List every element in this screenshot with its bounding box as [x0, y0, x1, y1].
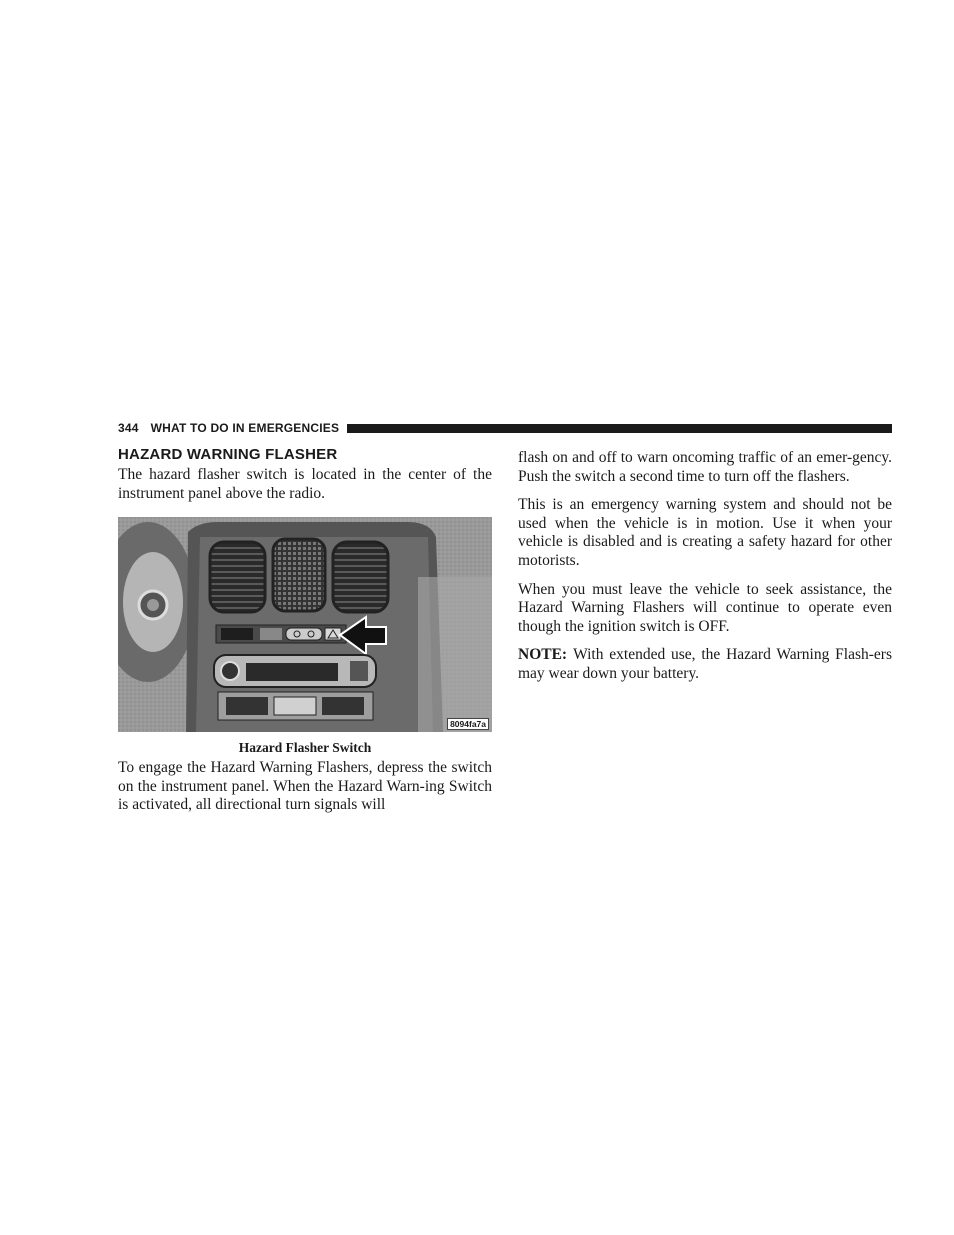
note-label: NOTE:: [518, 646, 568, 664]
note-text: With extended use, the Hazard Warning Flash-ers may wear down your battery.: [518, 646, 892, 682]
figure-code: 8094fa7a: [447, 718, 489, 730]
dashboard-illustration: [118, 517, 492, 732]
flash-paragraph: flash on and off to warn oncoming traffic of an emer-gency. Push the switch a second time to turn off the flashers.: [518, 449, 892, 485]
figure-caption: Hazard Flasher Switch: [238, 740, 372, 756]
header-rule: [347, 424, 892, 433]
intro-paragraph: The hazard flasher switch is located in the center of the instrument panel above the radio.: [118, 466, 492, 502]
engage-paragraph: To engage the Hazard Warning Flashers, depress the switch on the instrument panel. When the Hazard Warn-ing Switch is activated, all directional turn signals will: [118, 759, 492, 814]
emergency-paragraph: This is an emergency warning system and should not be used when the vehicle is in motion. Use it when your vehicle is disabled and is creating a safety hazard for other motorists.: [518, 496, 892, 569]
leave-vehicle-paragraph: When you must leave the vehicle to seek assistance, the Hazard Warning Flashers will continue to operate even though the ignition switch is OFF.: [518, 580, 892, 635]
hazard-switch-figure: [118, 517, 492, 732]
running-header: [118, 420, 892, 436]
right-column: [518, 449, 892, 694]
section-title: WHAT TO DO IN EMERGENCIES: [150, 421, 340, 435]
page-number: 344: [118, 421, 139, 435]
note-paragraph: [518, 646, 892, 683]
left-column: [118, 446, 492, 815]
section-heading: HAZARD WARNING FLASHER: [118, 446, 338, 463]
